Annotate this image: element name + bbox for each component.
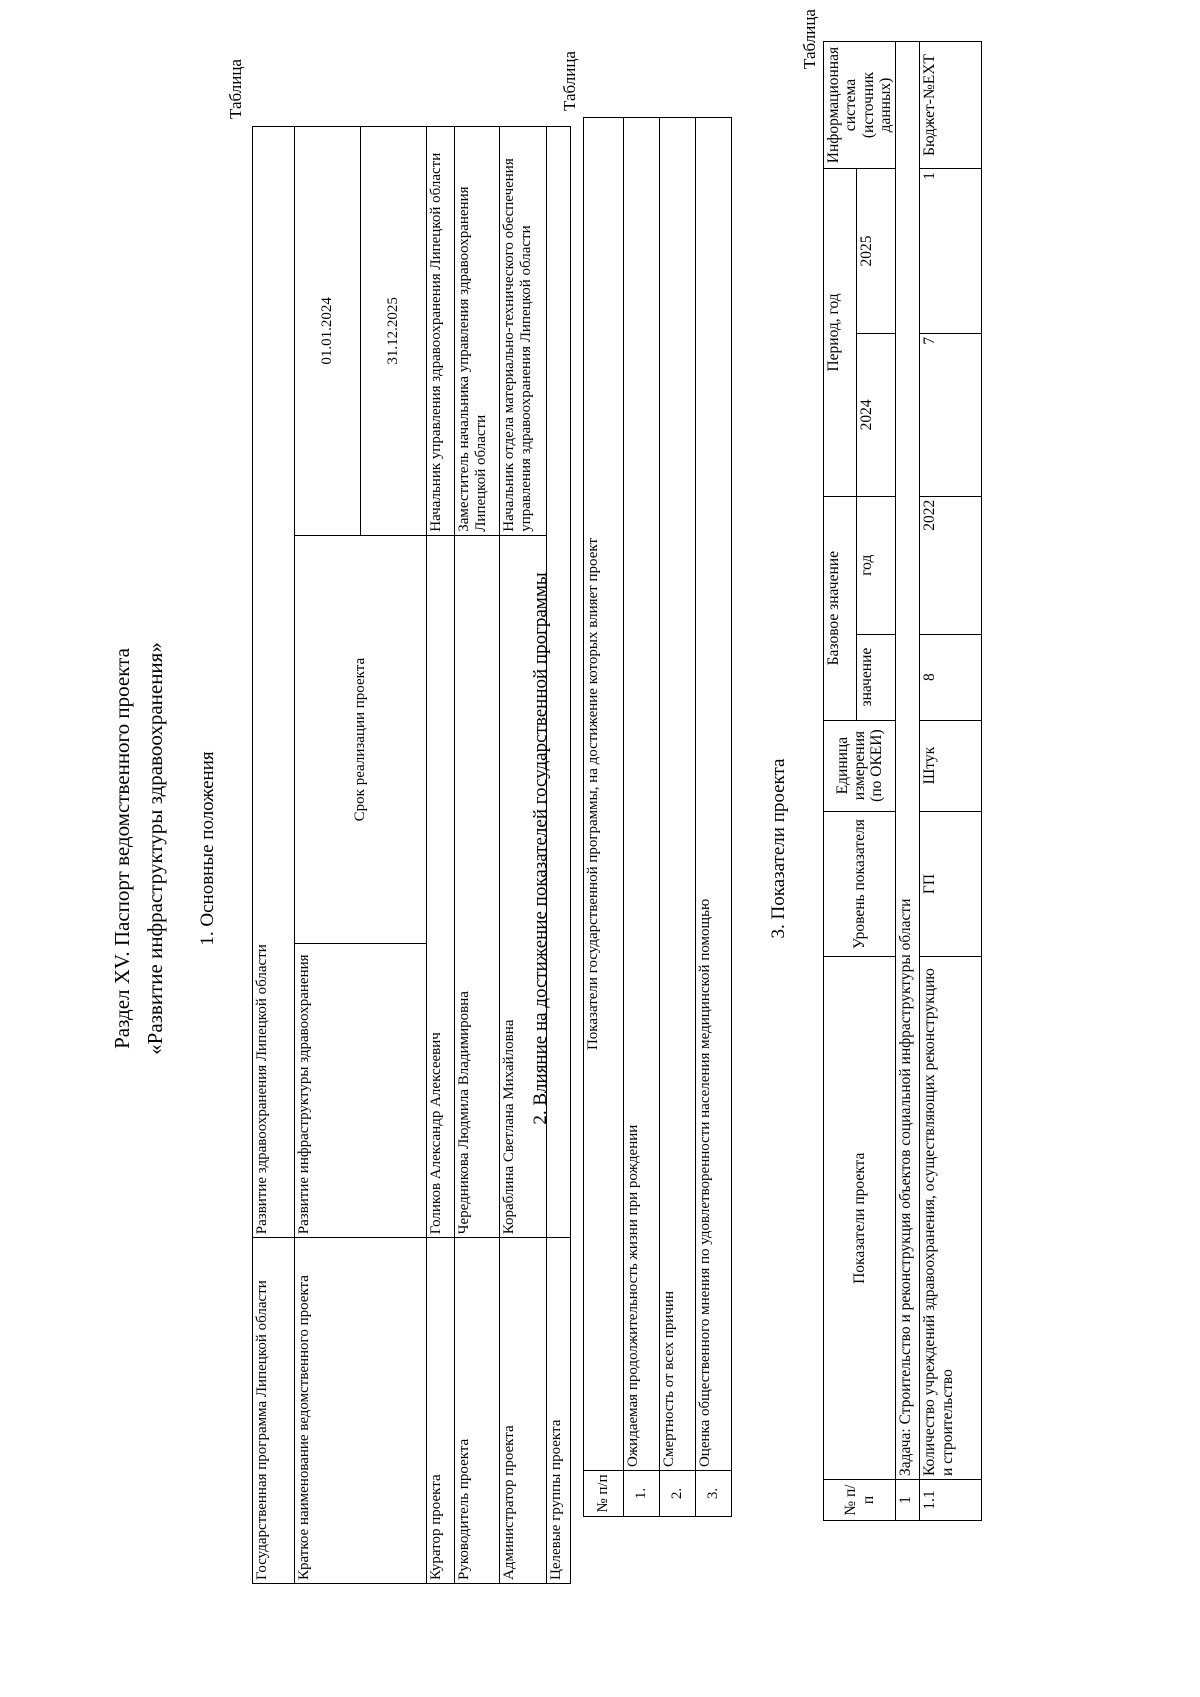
row-text: Оценка общественного мнения по удовлетворенности населения медицинской помощью [696, 118, 732, 1471]
term-start: 01.01.2024 [295, 127, 361, 536]
row-value-2025: 1 [920, 169, 982, 334]
row-level: ГП [920, 811, 982, 957]
program-impact-table [583, 117, 732, 1517]
program-label: Государственная программа Липецкой области [253, 1238, 295, 1584]
target-label: Целевые группы проекта [547, 1238, 571, 1584]
term-label: Срок реализации проекта [295, 535, 427, 944]
row-text: Смертность от всех причин [660, 118, 696, 1471]
admin-label: Администратор проекта [500, 1238, 547, 1584]
header-period: Период, год [824, 169, 857, 497]
row-value-2024: 7 [920, 333, 982, 496]
section-1-table-label: Таблица [226, 59, 245, 119]
admin-value: Кораблина Светлана Михайловна [500, 535, 547, 1237]
row-num: 1. [624, 1471, 660, 1517]
row-num: 1.1 [920, 1480, 982, 1521]
admin-role: Начальник отдела материально-технического обеспечения управления здравоохранения Липецкой области [500, 127, 547, 536]
curator-role: Начальник управления здравоохранения Липецкой области [427, 127, 455, 536]
short-name-label: Краткое наименование ведомственного проекта [295, 1238, 427, 1584]
short-name-value: Развитие инфраструктуры здравоохранения [295, 944, 427, 1238]
row-unit: Штук [920, 720, 982, 811]
task-num: 1 [896, 1480, 920, 1521]
section-3-title: 3. Показатели проекта [768, 758, 789, 939]
project-indicators-table [823, 41, 982, 1521]
row-text: Ожидаемая продолжительность жизни при рождении [624, 118, 660, 1471]
program-value: Развитие здравоохранения Липецкой области [253, 127, 295, 1238]
section-2-table-label: Таблица [560, 51, 579, 111]
main-provisions-table [252, 126, 571, 1584]
header-unit: Единица измерения (по ОКЕИ) [824, 720, 896, 811]
term-end: 31.12.2025 [361, 127, 427, 536]
header-level: Уровень показателя [824, 811, 896, 957]
header-year-2024: 2024 [856, 333, 896, 496]
header-year-2025: 2025 [856, 169, 896, 334]
section-3-table-label: Таблица [800, 9, 819, 69]
leader-label: Руководитель проекта [455, 1238, 500, 1584]
leader-value: Чередникова Людмила Владимировна [455, 535, 500, 1237]
row-indicator: Количество учреждений здравоохранения, осуществляющих реконструкцию и строительство [920, 957, 982, 1480]
header-base: Базовое значение [824, 496, 857, 720]
section-2-title: 2. Влияние на достижение показателей государственной программы [530, 572, 551, 1125]
header-base-year: год [856, 496, 896, 634]
row-base-value: 8 [920, 634, 982, 720]
document-title: Раздел XV. Паспорт ведомственного проекта [110, 648, 134, 1049]
row-num: 3. [696, 1471, 732, 1517]
curator-label: Куратор проекта [427, 1238, 455, 1584]
project-name: «Развитие инфраструктуры здравоохранения» [143, 642, 167, 1055]
row-base-year: 2022 [920, 496, 982, 634]
curator-value: Голиков Александр Алексеевич [427, 535, 455, 1237]
header-info-system: Информационная система (источник данных) [824, 42, 896, 169]
leader-role: Заместитель начальника управления здравоохранения Липецкой области [455, 127, 500, 536]
task-text: Задача: Строительство и реконструкция объектов социальной инфраструктуры области [896, 42, 920, 1480]
section-1-title: 1. Основные положения [197, 751, 218, 946]
header-indicator: Показатели проекта [824, 957, 896, 1480]
header-num: № п/п [584, 1471, 624, 1517]
header-base-value: значение [856, 634, 896, 720]
header-num: № п/п [824, 1480, 896, 1521]
header-indicators: Показатели государственной программы, на достижение которых влияет проект [584, 118, 624, 1471]
row-num: 2. [660, 1471, 696, 1517]
row-info-system: Бюджет-№ЕХТ [920, 42, 982, 169]
